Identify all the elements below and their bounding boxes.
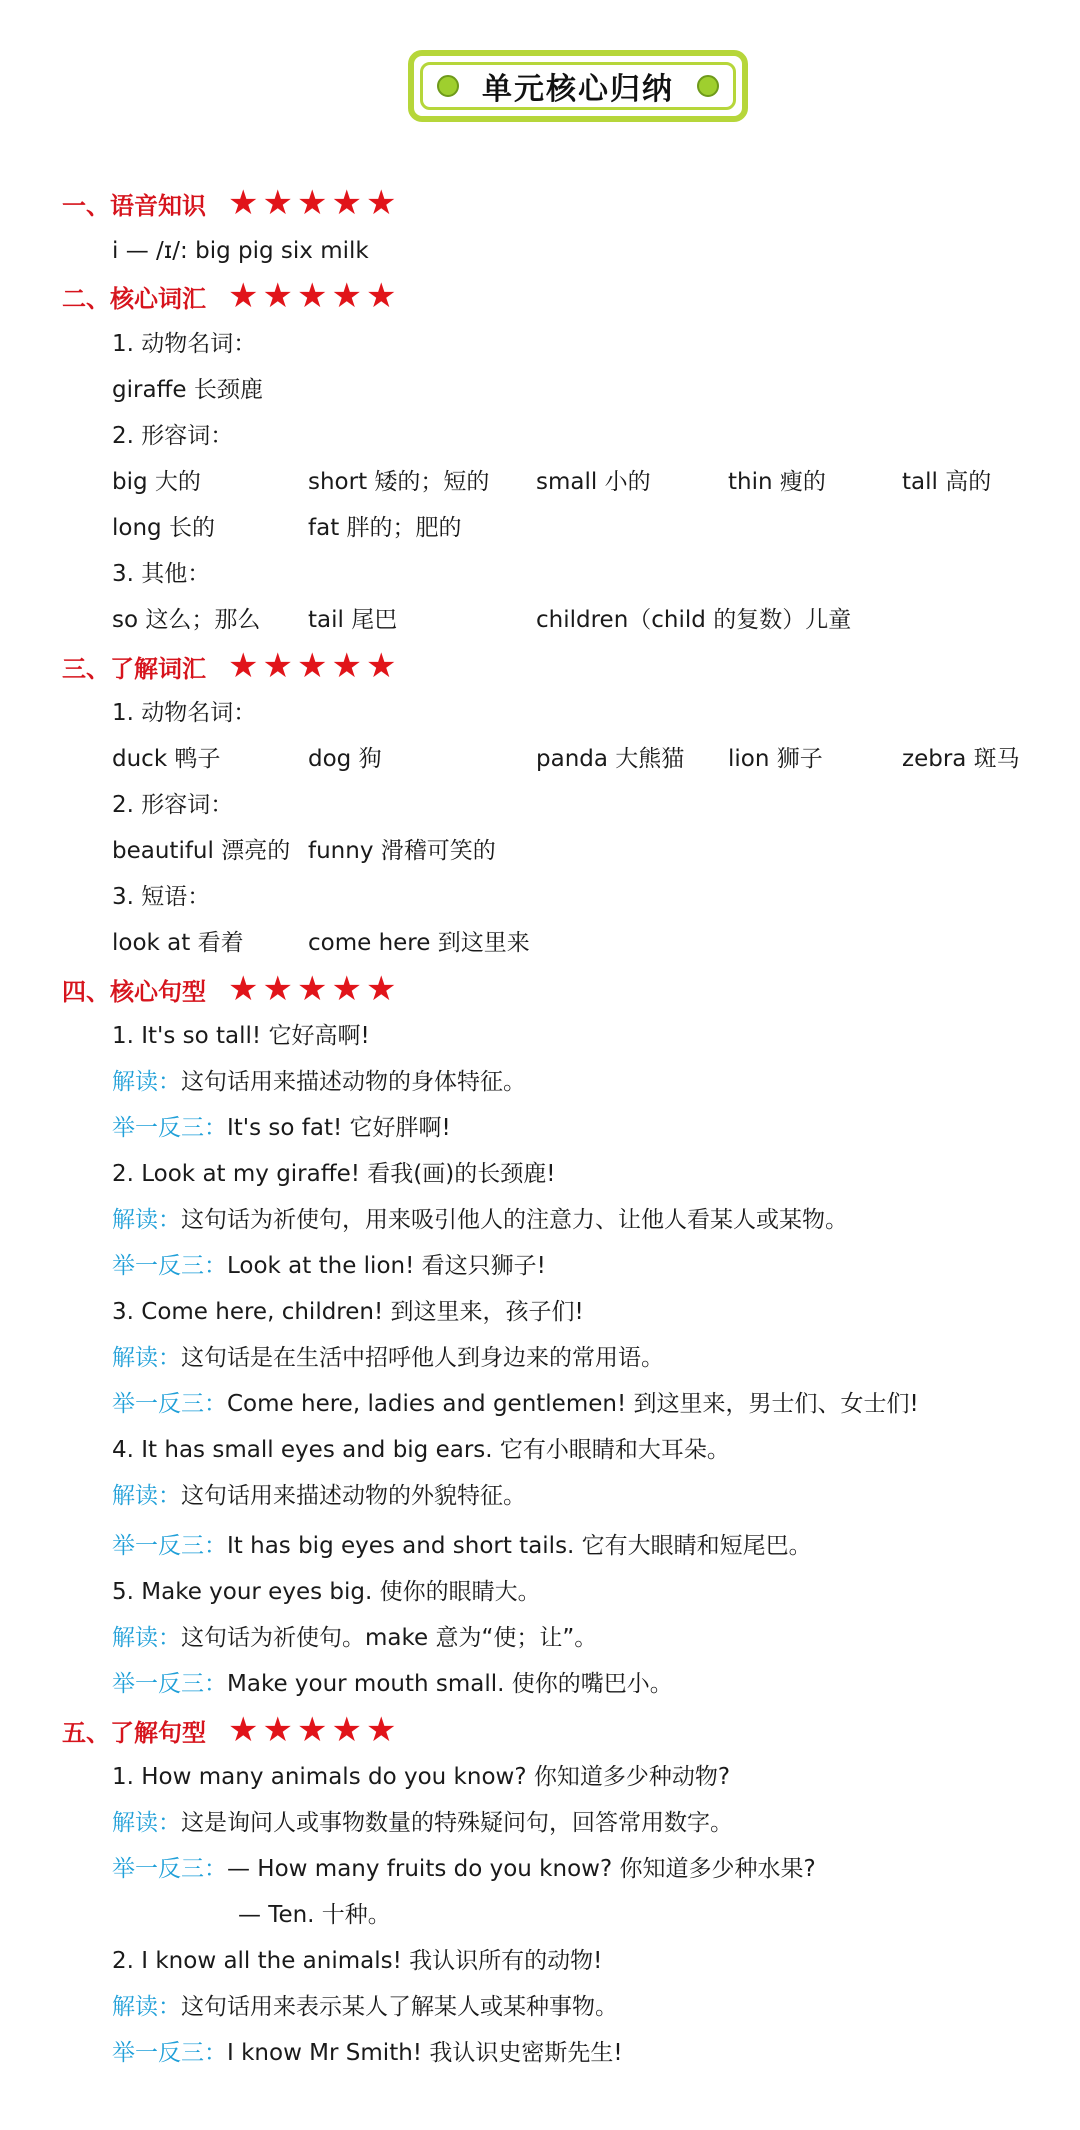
sub-heading: 3. 短语： [112,884,211,910]
star-icon: ★ [331,276,362,316]
rating-stars [228,646,400,686]
section-title: 五、了解句型 [62,1718,206,1747]
sentence: 3. Come here, children! 到这里来，孩子们! [112,1299,584,1325]
vocab-item: tail 尾巴 [308,607,398,633]
rating-stars [228,1710,400,1750]
star-icon: ★ [296,646,328,686]
example [112,1531,812,1561]
page-title: 单元核心归纳 [482,72,674,107]
star-icon: ★ [228,1710,259,1750]
title-badge-inner [420,62,736,110]
vocab-item: look at 看着 [112,930,244,956]
label-jiedu: 解读： [112,1483,181,1509]
example-text: Come here, ladies and gentlemen! 到这里来，男士们、女士们! [227,1391,919,1417]
section-title: 三、了解词汇 [62,654,206,683]
star-icon: ★ [296,276,328,316]
star-icon: ★ [296,1710,328,1750]
section-title: 二、核心词汇 [62,284,206,313]
example-text: It has big eyes and short tails. 它有大眼睛和短尾巴。 [227,1533,812,1559]
example [112,1251,546,1281]
vocab-item: small 小的 [536,469,651,495]
sentence: 1. It's so tall! 它好高啊! [112,1023,370,1049]
section-title: 一、语音知识 [62,191,206,220]
label-juyifansan: 举一反三： [112,1856,227,1882]
rating-stars [228,969,400,1009]
rating-stars [228,183,400,223]
vocab-item: lion 狮子 [728,746,823,772]
star-icon: ★ [262,646,293,686]
section-heading-3 [62,646,1080,686]
vocab-item: big 大的 [112,469,201,495]
title-badge [408,50,748,122]
vocab-item: duck 鸭子 [112,746,221,772]
section-title: 四、核心句型 [62,977,206,1006]
explanation-text: 这句话为祈使句，用来吸引他人的注意力、让他人看某人或某物。 [181,1207,848,1233]
star-icon: ★ [365,183,397,223]
label-jiedu: 解读： [112,1345,181,1371]
explanation [112,1481,526,1511]
sentence: 4. It has small eyes and big ears. 它有小眼睛和大耳朵。 [112,1437,730,1463]
green-dot-icon [437,75,459,97]
vocab-item: tall 高的 [902,469,992,495]
star-icon: ★ [262,969,293,1009]
example [112,1669,673,1699]
vocab-item: thin 瘦的 [728,469,826,495]
example [112,1854,816,1884]
vocab-item: long 长的 [112,515,215,541]
vocab-item: come here 到这里来 [308,930,530,956]
star-icon: ★ [331,969,362,1009]
vocab-item: funny 滑稽可笑的 [308,838,496,864]
sentence: 5. Make your eyes big. 使你的眼睛大。 [112,1579,541,1605]
label-juyifansan: 举一反三： [112,1533,227,1559]
example [112,1389,919,1419]
star-icon: ★ [365,969,397,1009]
explanation-text: 这句话为祈使句。make 意为“使；让”。 [181,1625,598,1651]
section-heading-5 [62,1710,1080,1750]
star-icon: ★ [228,646,259,686]
green-dot-icon [697,75,719,97]
vocab-item: so 这么；那么 [112,607,261,633]
star-icon: ★ [296,969,328,1009]
sub-heading: 1. 动物名词： [112,700,257,726]
star-icon: ★ [228,183,259,223]
sentence: 2. Look at my giraffe! 看我(画)的长颈鹿! [112,1161,556,1187]
star-icon: ★ [262,183,293,223]
star-icon: ★ [262,1710,293,1750]
section-heading-1 [62,183,1080,223]
sub-heading: 2. 形容词： [112,423,234,449]
explanation-text: 这句话用来表示某人了解某人或某种事物。 [181,1994,618,2020]
star-icon: ★ [228,969,259,1009]
vocab-item: zebra 斑马 [902,746,1020,772]
explanation [112,1808,733,1838]
label-juyifansan: 举一反三： [112,1391,227,1417]
star-icon: ★ [331,183,362,223]
explanation [112,1205,848,1235]
example [112,1113,451,1143]
star-icon: ★ [228,276,259,316]
explanation [112,1992,618,2022]
explanation-text: 这句话用来描述动物的身体特征。 [181,1069,526,1095]
star-icon: ★ [262,276,293,316]
label-juyifansan: 举一反三： [112,1253,227,1279]
label-jiedu: 解读： [112,1994,181,2020]
label-juyifansan: 举一反三： [112,2040,227,2066]
example-answer: — Ten. 十种。 [238,1902,391,1928]
vocab-item: giraffe 长颈鹿 [112,377,263,403]
star-icon: ★ [365,276,397,316]
star-icon: ★ [365,1710,397,1750]
label-jiedu: 解读： [112,1810,181,1836]
label-juyifansan: 举一反三： [112,1671,227,1697]
vocab-item: dog 狗 [308,746,382,772]
example-text: Look at the lion! 看这只狮子! [227,1253,546,1279]
sub-heading: 2. 形容词： [112,792,234,818]
example [112,2038,623,2068]
example-text: — How many fruits do you know? 你知道多少种水果? [227,1856,816,1882]
section-heading-4 [62,969,1080,1009]
star-icon: ★ [331,646,362,686]
star-icon: ★ [331,1710,362,1750]
label-jiedu: 解读： [112,1625,181,1651]
vocab-item: children（child 的复数）儿童 [536,607,852,633]
vocab-item: panda 大熊猫 [536,746,685,772]
explanation-text: 这句话是在生活中招呼他人到身边来的常用语。 [181,1345,664,1371]
explanation [112,1067,526,1097]
label-juyifansan: 举一反三： [112,1115,227,1141]
label-jiedu: 解读： [112,1069,181,1095]
rating-stars [228,276,400,316]
vocab-item: beautiful 漂亮的 [112,838,291,864]
sub-heading: 3. 其他： [112,561,211,587]
example-text: It's so fat! 它好胖啊! [227,1115,451,1141]
star-icon: ★ [365,646,397,686]
label-jiedu: 解读： [112,1207,181,1233]
phonics-line: i — /ɪ/: big pig six milk [112,238,369,264]
explanation-text: 这句话用来描述动物的外貌特征。 [181,1483,526,1509]
vocab-item: short 矮的；短的 [308,469,490,495]
sentence: 2. I know all the animals! 我认识所有的动物! [112,1948,603,1974]
explanation [112,1343,664,1373]
sentence: 1. How many animals do you know? 你知道多少种动物? [112,1764,731,1790]
vocab-item: fat 胖的；肥的 [308,515,462,541]
star-icon: ★ [296,183,328,223]
example-text: Make your mouth small. 使你的嘴巴小。 [227,1671,673,1697]
explanation-text: 这是询问人或事物数量的特殊疑问句，回答常用数字。 [181,1810,733,1836]
example-text: I know Mr Smith! 我认识史密斯先生! [227,2040,623,2066]
explanation [112,1623,597,1653]
section-heading-2 [62,276,1080,316]
sub-heading: 1. 动物名词： [112,331,257,357]
